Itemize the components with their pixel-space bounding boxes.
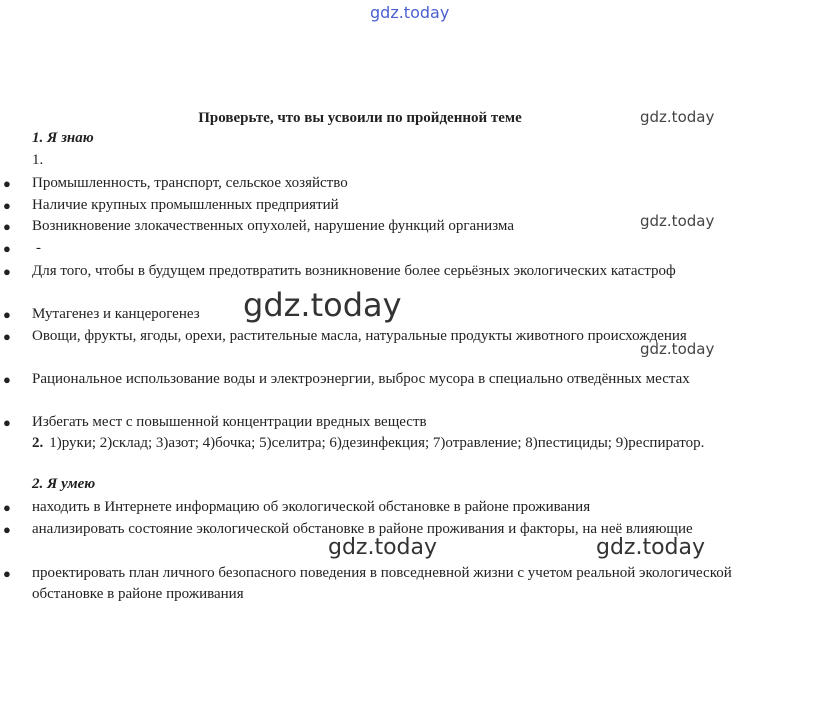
- list-item-text: Овощи, фрукты, ягоды, орехи, растительные масла, натуральные продукты животного происхождения: [32, 328, 687, 344]
- list-item: [0, 412, 740, 433]
- bullet-icon: ●: [3, 264, 11, 279]
- watermark-right-3: gdz.today: [640, 340, 715, 358]
- answers-block: [32, 433, 772, 454]
- watermark-bottom-right: gdz.today: [596, 535, 706, 560]
- watermark-bottom-left: gdz.today: [328, 535, 438, 560]
- bullet-icon: ●: [3, 329, 11, 344]
- list-item: [0, 261, 740, 282]
- bullet-icon: ●: [3, 241, 11, 256]
- bullet-icon: ●: [3, 372, 11, 387]
- list-item: [0, 326, 740, 347]
- list-item-text: проектировать план личного безопасного поведения в повседневной жизни с учетом реальной экологической обстановке в районе проживания: [32, 565, 732, 602]
- list-item-text: Промышленность, транспорт, сельское хозяйство: [32, 175, 348, 191]
- list-item: [0, 212, 740, 237]
- list-item-text: анализировать состояние экологической обстановке в районе проживания и факторы, на неё влияющие: [32, 521, 693, 537]
- list-item: [0, 173, 740, 194]
- watermark-right-1: gdz.today: [640, 108, 715, 126]
- list-item-text: Для того, чтобы в будущем предотвратить возникновение более серьёзных экологических катастроф: [32, 263, 676, 279]
- list-item-text: Возникновение злокачественных опухолей, нарушение функций организма: [32, 218, 514, 234]
- bullet-icon: ●: [3, 500, 11, 515]
- list-item-text: -: [36, 240, 41, 256]
- list-item: [0, 238, 740, 259]
- section-heading-know: 1. Я знаю: [32, 130, 94, 146]
- section-heading-can: 2. Я умею: [32, 476, 96, 492]
- list-item: [0, 497, 740, 518]
- answers-label: 2.: [32, 435, 44, 451]
- watermark-right-2: gdz.today: [640, 212, 715, 230]
- sub-number: 1.: [32, 152, 44, 168]
- bullet-icon: ●: [3, 522, 11, 537]
- bullet-icon: ●: [3, 566, 11, 581]
- list-item: [0, 195, 740, 216]
- bullet-icon: ●: [3, 415, 11, 430]
- list-item: [0, 563, 740, 605]
- watermark-top: gdz.today: [370, 3, 450, 22]
- bullet-icon: ●: [3, 307, 11, 322]
- page-title: Проверьте, что вы усвоили по пройденной теме: [198, 110, 522, 126]
- list-item-text: Наличие крупных промышленных предприятий: [32, 197, 339, 213]
- bullet-icon: ●: [3, 219, 11, 234]
- answers-text: 1)руки; 2)склад; 3)азот; 4)бочка; 5)селитра; 6)дезинфекция; 7)отравление; 8)пестициды; 9)респиратор.: [49, 435, 705, 451]
- watermark-center-large: gdz.today: [243, 286, 402, 324]
- list-item-text: Избегать мест с повышенной концентрации вредных веществ: [32, 414, 427, 430]
- list-item-text: Мутагенез и канцерогенез: [32, 306, 200, 322]
- list-item-text: Рациональное использование воды и электроэнергии, выброс мусора в специально отведённых местах: [32, 371, 690, 387]
- list-item: [0, 369, 740, 390]
- bullet-icon: ●: [3, 198, 11, 213]
- list-item-text: находить в Интернете информацию об экологической обстановке в районе проживания: [32, 499, 591, 515]
- bullet-icon: ●: [3, 176, 11, 191]
